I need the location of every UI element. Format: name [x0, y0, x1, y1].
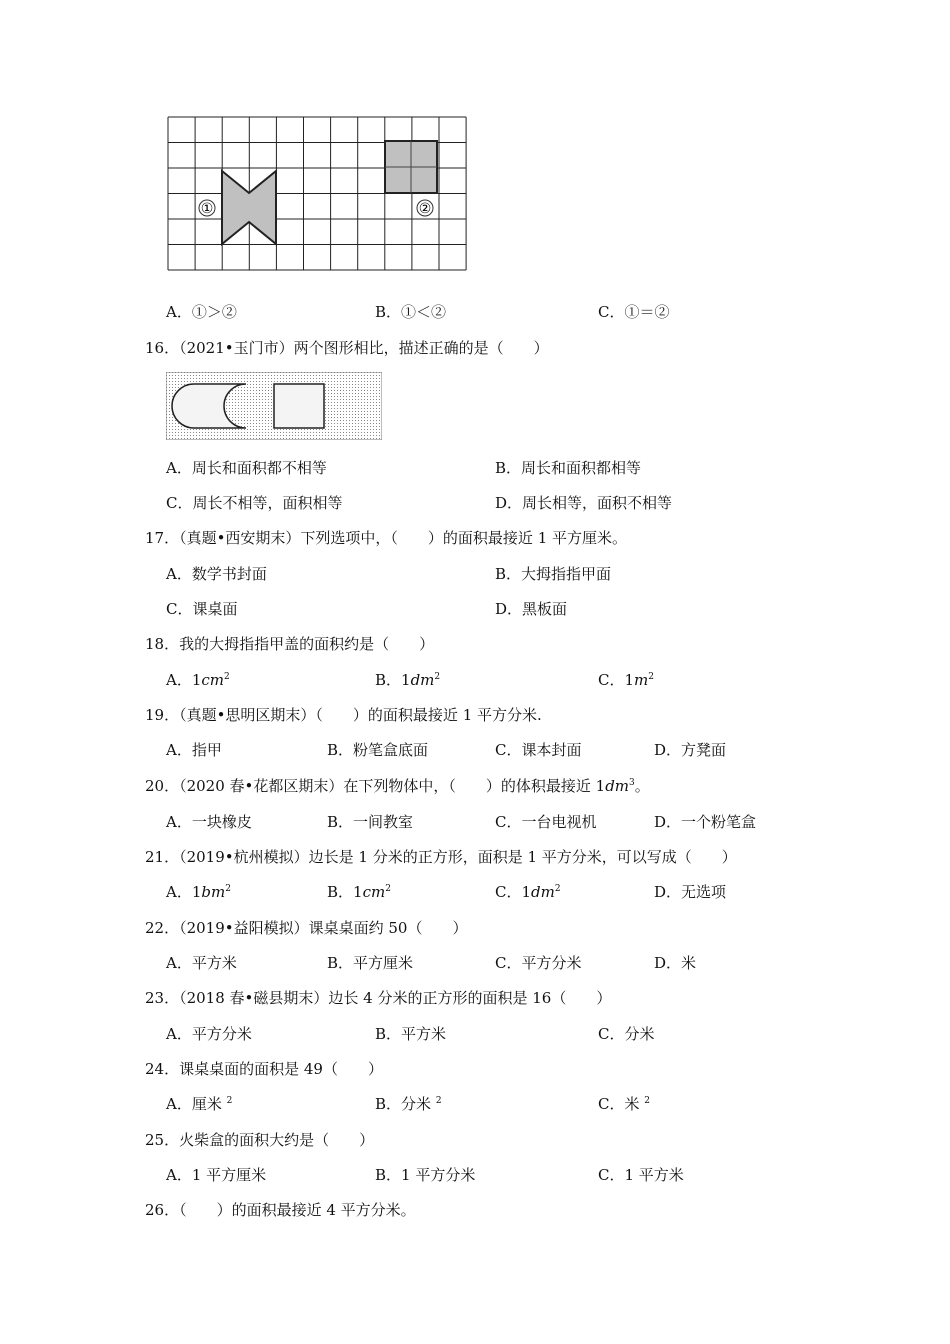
q18-option-b[interactable]: B．$1dm^2$	[375, 671, 441, 689]
q17-option-c[interactable]: C．课桌面	[166, 600, 238, 618]
q15-option-a[interactable]: A．①＞②	[166, 303, 237, 321]
q15-option-c[interactable]: C．①＝②	[598, 303, 670, 321]
q25-option-b[interactable]: B．1 平方分米	[375, 1166, 476, 1184]
q22-stem: 22．（2019•益阳模拟）课桌桌面约 50（ ）	[145, 919, 468, 937]
shape-2-label: ②	[418, 201, 432, 217]
q22-option-a[interactable]: A．平方米	[166, 954, 237, 972]
q21-option-a[interactable]: A．$1bm^2$	[166, 883, 231, 901]
q17-option-b[interactable]: B．大拇指指甲面	[495, 565, 612, 583]
shape-rectangle	[274, 384, 324, 428]
shape-1-label: ①	[200, 201, 214, 217]
q24-option-c[interactable]: C．米 $^2$	[598, 1095, 650, 1113]
q19-option-c[interactable]: C．课本封面	[495, 741, 582, 759]
q20-stem: 20．（2020 春•花都区期末）在下列物体中，（ ）的体积最接近 $1dm^3$。	[145, 777, 650, 795]
q24-stem: 24．课桌桌面的面积是 49（ ）	[145, 1060, 383, 1078]
q25-option-c[interactable]: C．1 平方米	[598, 1166, 684, 1184]
q19-stem: 19．（真题•思明区期末）（ ）的面积最接近 1 平方分米.	[145, 706, 542, 724]
q21-option-b[interactable]: B．$1cm^2$	[327, 883, 391, 901]
q21-option-c[interactable]: C．$1dm^2$	[495, 883, 561, 901]
q21-stem: 21．（2019•杭州模拟）边长是 1 分米的正方形，面积是 1 平方分米，可以写成（ ）	[145, 848, 737, 866]
q19-option-b[interactable]: B．粉笔盒底面	[327, 741, 429, 759]
q25-option-a[interactable]: A．1 平方厘米	[166, 1166, 267, 1184]
q16-option-a[interactable]: A．周长和面积都不相等	[166, 459, 327, 477]
q24-option-b[interactable]: B．分米 $^2$	[375, 1095, 442, 1113]
q18-option-c[interactable]: C．$1m^2$	[598, 671, 654, 689]
q18-stem: 18．我的大拇指指甲盖的面积约是（ ）	[145, 635, 435, 653]
q23-option-b[interactable]: B．平方米	[375, 1025, 447, 1043]
q20-option-a[interactable]: A．一块橡皮	[166, 813, 252, 831]
q17-option-d[interactable]: D．黑板面	[495, 600, 568, 618]
q20-option-d[interactable]: D．一个粉笔盒	[654, 813, 757, 831]
q15-grid-figure	[160, 110, 480, 280]
q16-stem: 16．（2021•玉门市）两个图形相比，描述正确的是（ ）	[145, 339, 549, 357]
q20-option-b[interactable]: B．一间教室	[327, 813, 414, 831]
q26-stem: 26．（ ）的面积最接近 4 平方分米。	[145, 1201, 416, 1219]
q24-option-a[interactable]: A．厘米 $^2$	[166, 1095, 233, 1113]
q15-option-b[interactable]: B．①＜②	[375, 303, 447, 321]
q25-stem: 25．火柴盒的面积大约是（ ）	[145, 1131, 375, 1149]
q16-option-c[interactable]: C．周长不相等，面积相等	[166, 494, 343, 512]
q21-option-d[interactable]: D．无选项	[654, 883, 727, 901]
q22-option-b[interactable]: B．平方厘米	[327, 954, 414, 972]
q20-option-c[interactable]: C．一台电视机	[495, 813, 597, 831]
q16-option-d[interactable]: D．周长相等，面积不相等	[495, 494, 673, 512]
q17-option-a[interactable]: A．数学书封面	[166, 565, 267, 583]
q19-option-a[interactable]: A．指甲	[166, 741, 222, 759]
q19-option-d[interactable]: D．方凳面	[654, 741, 727, 759]
q18-option-a[interactable]: A．$1cm^2$	[166, 671, 230, 689]
q16-option-b[interactable]: B．周长和面积都相等	[495, 459, 642, 477]
q23-option-c[interactable]: C．分米	[598, 1025, 655, 1043]
q17-stem: 17．（真题•西安期末）下列选项中，（ ）的面积最接近 1 平方厘米。	[145, 529, 628, 547]
q16-grid-figure	[166, 372, 382, 440]
q22-option-c[interactable]: C．平方分米	[495, 954, 582, 972]
q23-stem: 23．（2018 春•磁县期末）边长 4 分米的正方形的面积是 16（ ）	[145, 989, 612, 1007]
q22-option-d[interactable]: D．米	[654, 954, 697, 972]
q23-option-a[interactable]: A．平方分米	[166, 1025, 252, 1043]
